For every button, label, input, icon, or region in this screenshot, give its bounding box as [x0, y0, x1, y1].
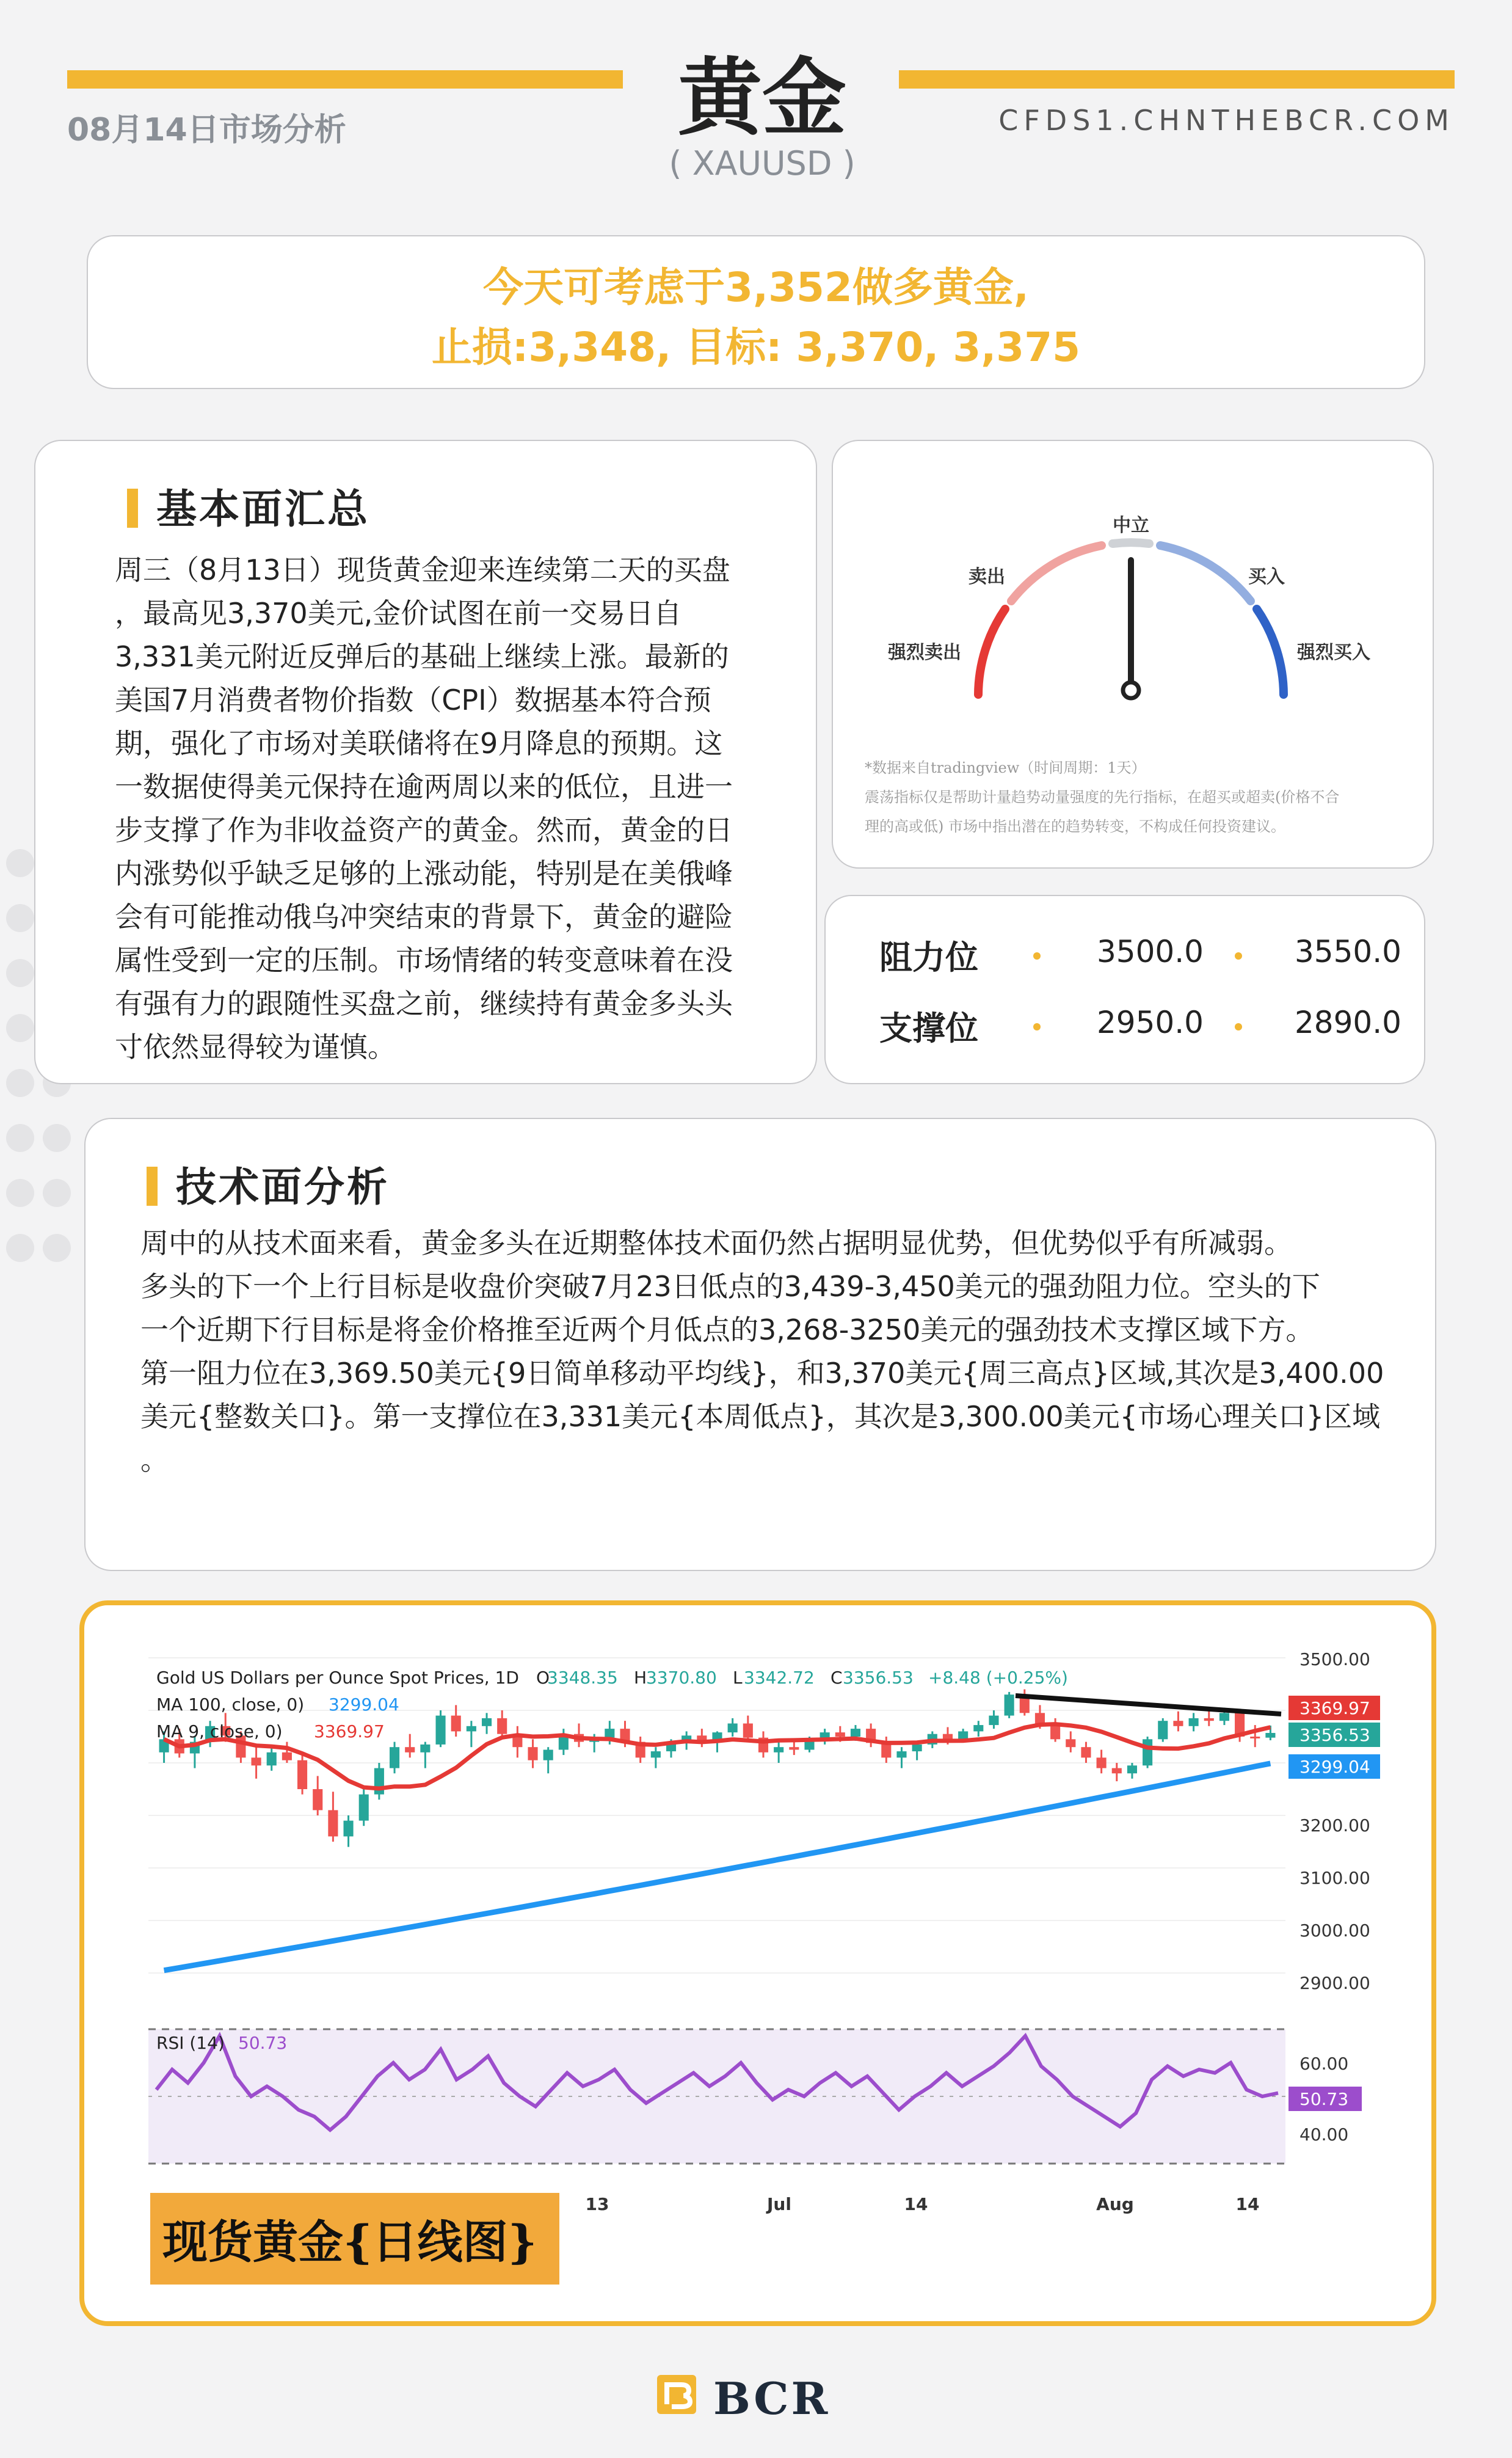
candle-body	[896, 1751, 906, 1757]
fundamentals-line: 步支撑了作为非收益资产的黄金。然而，黄金的日	[115, 814, 733, 847]
candle-body	[1050, 1725, 1060, 1739]
ma9-price-tag-text: 3369.97	[1299, 1698, 1370, 1718]
chart-ohlc-c-label: C	[831, 1668, 843, 1688]
rsi-value-tag-text: 50.73	[1299, 2089, 1349, 2109]
chart-card	[79, 1600, 1436, 2326]
chart-ohlc-o-label: O	[536, 1668, 550, 1688]
sentiment-gauge	[833, 441, 1433, 710]
fundamentals-line: 3,331美元附近反弹后的基础上继续上涨。最新的	[115, 640, 729, 673]
chart-ohlc-h-label: H	[634, 1668, 647, 1688]
candle-body	[1158, 1721, 1168, 1739]
candle-body	[1189, 1718, 1199, 1726]
support-value-2: 2890.0	[1295, 1005, 1401, 1040]
candle-body	[1173, 1721, 1183, 1726]
candle-body	[1005, 1694, 1014, 1715]
technical-paragraph	[140, 1222, 1386, 1482]
candle-body	[359, 1795, 369, 1821]
price-axis-2900: 2900.00	[1299, 1973, 1370, 1993]
candle-body	[1265, 1733, 1275, 1738]
candle-body	[1219, 1713, 1229, 1721]
candle-body	[1097, 1757, 1107, 1768]
technical-card	[84, 1118, 1436, 1571]
close-price-tag-text: 3356.53	[1299, 1725, 1370, 1745]
fundamentals-line: 寸依然显得较为谨慎。	[115, 1030, 396, 1063]
price-axis-3100: 3100.00	[1299, 1868, 1370, 1888]
gauge-disclaimer-1: 震荡指标仅是帮助计量趋势动量强度的先行指标，在超买或超卖(价格不合	[865, 789, 1340, 806]
fundamentals-line: 有强有力的跟随性买盘之前，继续持有黄金多头头	[115, 987, 733, 1020]
x-axis-jul: Jul	[767, 2194, 791, 2214]
chart-ohlc-l: 3342.72	[744, 1668, 815, 1688]
technical-title	[147, 1154, 390, 1213]
chart-ohlc-h: 3370.80	[646, 1668, 717, 1688]
candle-body	[989, 1716, 998, 1725]
candle-body	[1066, 1739, 1075, 1747]
gauge-pivot	[1123, 682, 1139, 698]
technical-line: 。	[140, 1443, 169, 1476]
fundamentals-line: 内涨势似乎缺乏足够的上涨动能，特别是在美俄峰	[115, 857, 733, 890]
gauge-label-buy: 买入	[1248, 566, 1285, 588]
fundamentals-title-text: 基本面汇总	[156, 486, 370, 533]
candle-body	[743, 1724, 753, 1738]
gauge-source-note: *数据来自tradingview（时间周期：1天）	[865, 759, 1146, 776]
ma100-legend-value: 3299.04	[329, 1694, 399, 1715]
candle-body	[1250, 1737, 1260, 1738]
website-url: CFDS1.CHNTHEBCR.COM	[998, 104, 1455, 137]
candle-body	[282, 1752, 292, 1760]
candle-body	[912, 1745, 922, 1751]
support-label: 支撑位	[879, 1009, 978, 1048]
technical-line: 第一阻力位在3,369.50美元{9日简单移动平均线}，和3,370美元{周三高点}区域,其次是3,400.00	[140, 1357, 1384, 1390]
candle-body	[605, 1729, 614, 1738]
resistance-value-2: 3550.0	[1295, 934, 1401, 969]
chart-ohlc-c: 3356.53	[843, 1668, 914, 1688]
resistance-bullet-1	[1033, 952, 1041, 960]
candle-body	[1081, 1747, 1091, 1757]
candle-body	[728, 1724, 738, 1733]
ma9-legend-value: 3369.97	[314, 1721, 385, 1741]
candle-body	[1112, 1768, 1122, 1774]
x-axis-14-a: 14	[904, 2194, 928, 2214]
recommendation-line-2: 止损:3,348, 目标: 3,370, 3,375	[431, 324, 1081, 371]
chart-ohlc-l-label: L	[733, 1668, 743, 1688]
x-axis-aug: Aug	[1096, 2194, 1134, 2214]
resistance-value-1: 3500.0	[1097, 934, 1204, 969]
candle-body	[881, 1743, 891, 1757]
gauge-label-sell: 卖出	[969, 566, 1005, 588]
fundamentals-line: 会有可能推动俄乌冲突结束的背景下，黄金的避险	[115, 900, 733, 933]
title-accent-mark	[127, 489, 138, 528]
candle-body	[973, 1725, 983, 1731]
gauge-arc-strong-buy	[1257, 609, 1284, 695]
fundamentals-line: 期，强化了市场对美联储将在9月降息的预期。这	[115, 727, 723, 760]
chart-plot-bg	[148, 1648, 1285, 2051]
fundamentals-line: 属性受到一定的压制。市场情绪的转变意味着在没	[115, 944, 733, 977]
candle-body	[252, 1757, 261, 1765]
fundamentals-line: 周三（8月13日）现货黄金迎来连续第二天的买盘	[115, 553, 730, 586]
fundamentals-title	[127, 476, 370, 534]
candle-body	[313, 1789, 322, 1810]
candle-body	[497, 1718, 507, 1734]
gauge-disclaimer-2: 理的高或低) 市场中指出潜在的趋势转变，不构成任何投资建议。	[865, 818, 1285, 835]
ma9-legend-label: MA 9, close, 0)	[156, 1721, 283, 1741]
chart-caption: 现货黄金{日线图}	[162, 2216, 537, 2269]
candle-body	[543, 1750, 553, 1760]
bcr-logo-text: BCR	[713, 2372, 831, 2424]
candle-body	[774, 1747, 783, 1752]
candle-body	[1127, 1765, 1137, 1773]
gauge-label-strong-buy: 强烈买入	[1297, 642, 1370, 663]
header-bar-left	[67, 70, 623, 89]
support-bullet-2	[1235, 1023, 1242, 1030]
fundamentals-line: ，最高见3,370美元,金价试图在前一交易日自	[115, 597, 682, 630]
page-title: 黄金	[677, 49, 846, 147]
candle-body	[420, 1745, 430, 1752]
candle-body	[528, 1747, 537, 1760]
candle-body	[328, 1810, 338, 1836]
technical-line: 一个近期下行目标是将金价格推至近两个月低点的3,268-3250美元的强劲技术支撑区域下方。	[140, 1313, 1314, 1346]
chart-ohlc-o: 3348.35	[547, 1668, 618, 1688]
candle-body	[467, 1726, 476, 1732]
gauge-arc-strong-sell	[978, 609, 1005, 695]
technical-line: 美元{整数关口}。第一支撑位在3,331美元{本周低点}，其次是3,300.00美元{市场心理关口}区域	[140, 1400, 1381, 1433]
chart-header-title: Gold US Dollars per Ounce Spot Prices, 1D	[156, 1668, 519, 1688]
candle-body	[451, 1716, 461, 1732]
chart-ohlc-change: +8.48 (+0.25%)	[928, 1668, 1068, 1688]
rsi-legend-label: RSI (14)	[156, 2033, 225, 2053]
bcr-logo-mark	[653, 2369, 708, 2424]
price-chart	[84, 1605, 1431, 2321]
title-accent-mark	[147, 1167, 158, 1206]
date-label: 08月14日市场分析	[67, 112, 346, 148]
header-bar-right	[899, 70, 1455, 89]
candle-body	[482, 1718, 492, 1726]
recommendation-line-1: 今天可考虑于3,352做多黄金,	[483, 264, 1029, 311]
candle-body	[390, 1747, 399, 1768]
candle-body	[943, 1734, 953, 1740]
resistance-bullet-2	[1235, 952, 1242, 960]
candle-body	[267, 1752, 277, 1766]
gauge-arc-neutral	[1113, 542, 1149, 544]
fundamentals-card	[34, 440, 817, 1084]
candle-body	[651, 1751, 661, 1757]
fundamentals-paragraph	[115, 549, 829, 1069]
rsi-axis-60: 60.00	[1299, 2054, 1349, 2074]
ma100-legend-label: MA 100, close, 0)	[156, 1694, 305, 1715]
candle-body	[835, 1732, 845, 1737]
x-axis-14-b: 14	[1235, 2194, 1260, 2214]
technical-line: 周中的从技术面来看，黄金多头在近期整体技术面仍然占据明显优势，但优势似乎有所减弱。	[140, 1227, 1292, 1260]
candle-body	[435, 1716, 445, 1745]
ma100-price-tag-text: 3299.04	[1299, 1757, 1370, 1777]
candle-body	[297, 1760, 307, 1789]
gauge-label-neutral: 中立	[1113, 515, 1149, 536]
recommendation-card	[87, 235, 1425, 389]
technical-line: 多头的下一个上行目标是收盘价突破7月23日低点的3,439-3,450美元的强劲阻力位。空头的下	[140, 1270, 1320, 1303]
price-axis-3200: 3200.00	[1299, 1815, 1370, 1836]
candle-body	[1204, 1718, 1214, 1721]
candle-body	[344, 1821, 354, 1837]
gauge-arc-buy	[1160, 545, 1251, 601]
candle-body	[1143, 1739, 1152, 1765]
gauge-label-strong-sell: 强烈卖出	[888, 642, 961, 663]
candle-body	[958, 1731, 968, 1739]
candle-body	[789, 1747, 799, 1749]
support-value-1: 2950.0	[1097, 1005, 1204, 1040]
technical-title-text: 技术面分析	[176, 1164, 390, 1211]
price-axis-3500: 3500.00	[1299, 1649, 1370, 1669]
gauge-card	[832, 440, 1434, 869]
resistance-label: 阻力位	[879, 938, 978, 977]
x-axis-13: 13	[585, 2194, 609, 2214]
support-bullet-1	[1033, 1023, 1041, 1030]
gauge-arc-sell	[1011, 545, 1102, 601]
page-subtitle: ( XAUUSD )	[669, 144, 856, 183]
fundamentals-line: 一数据使得美元保持在逾两周以来的低位，且进一	[115, 770, 733, 803]
candle-body	[405, 1747, 415, 1752]
price-axis-3000: 3000.00	[1299, 1920, 1370, 1941]
rsi-legend-value: 50.73	[238, 2033, 288, 2053]
fundamentals-line: 美国7月消费者物价指数（CPI）数据基本符合预	[115, 684, 711, 717]
candle-body	[851, 1729, 860, 1737]
levels-card	[824, 895, 1425, 1084]
rsi-axis-40: 40.00	[1299, 2124, 1349, 2145]
bcr-logo	[653, 2369, 861, 2424]
